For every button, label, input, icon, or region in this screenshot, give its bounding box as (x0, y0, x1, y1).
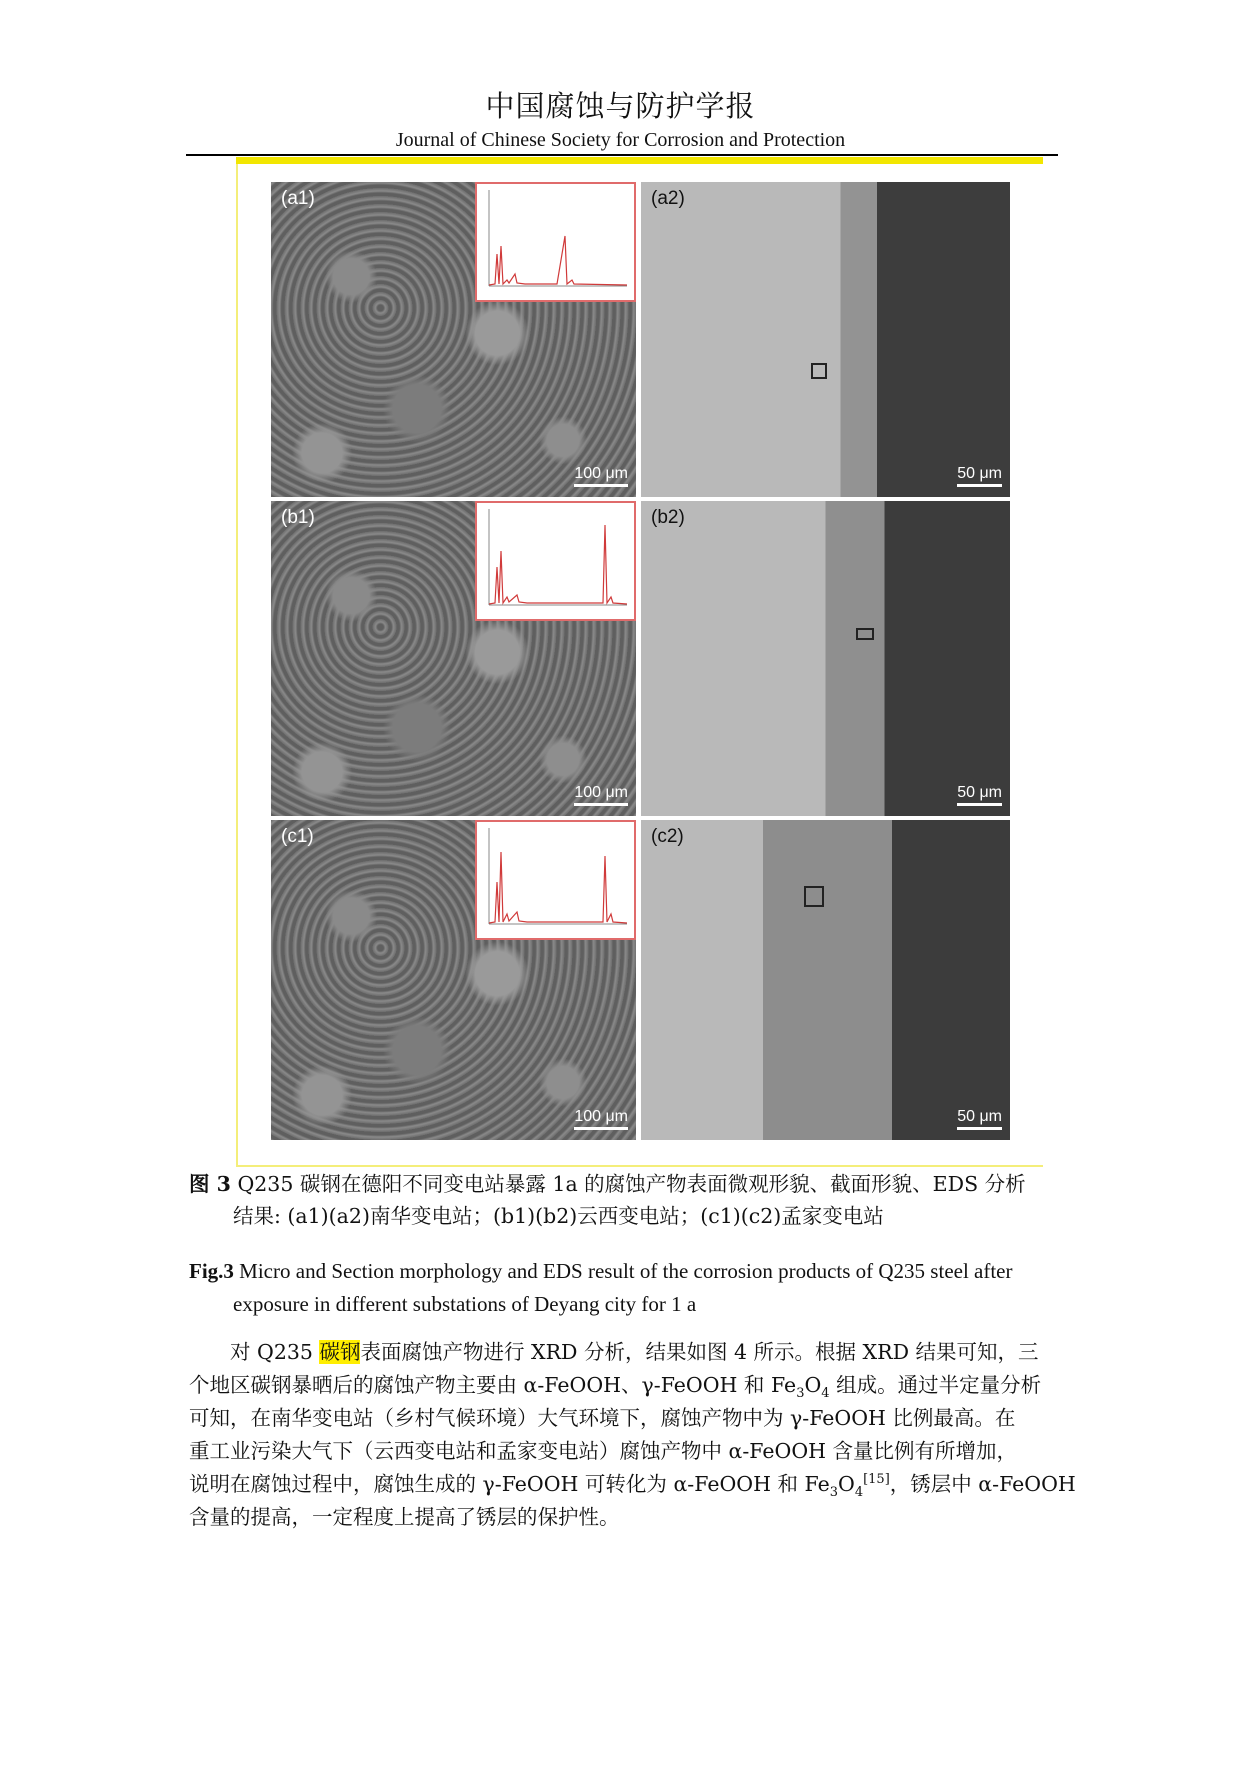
figure-frame-bottom (236, 1165, 1043, 1167)
panel-b1 (271, 501, 636, 816)
eds-spectrum-inset (475, 820, 636, 940)
scale-bar: 100 μm (574, 465, 628, 487)
highlighted-term: 碳钢 (319, 1340, 361, 1364)
scale-bar: 50 μm (957, 784, 1002, 806)
caption-text: 结果: (a1)(a2)南华变电站；(b1)(b2)云西变电站；(c1)(c2)孟家变电站 (233, 1204, 884, 1228)
figure-caption-en (189, 1255, 1055, 1321)
caption-text: Micro and Section morphology and EDS result of the corrosion products of Q235 steel after (239, 1259, 1013, 1283)
panel-label: (b2) (651, 507, 685, 528)
panel-a1 (271, 182, 636, 497)
figure-caption-cn (189, 1168, 1055, 1232)
panel-b2 (641, 501, 1010, 816)
scale-bar: 100 μm (574, 1108, 628, 1130)
panel-label: (c1) (281, 826, 314, 847)
panel-label: (c2) (651, 826, 684, 847)
panel-label: (a1) (281, 188, 315, 209)
text: ，锈层中 α-FeOOH (889, 1472, 1076, 1496)
caption-number: 图 3 (189, 1172, 231, 1196)
panel-label: (b1) (281, 507, 315, 528)
panel-c2 (641, 820, 1010, 1140)
scale-bar: 50 μm (957, 465, 1002, 487)
text: 组成。通过半定量分析 (829, 1373, 1042, 1397)
text: 表面腐蚀产物进行 XRD 分析，结果如图 4 所示。根据 XRD 结果可知，三 (360, 1340, 1039, 1364)
text: O (838, 1472, 855, 1496)
analysis-region-box (856, 628, 874, 640)
text: 个地区碳钢暴晒后的腐蚀产物主要由 α-FeOOH、γ-FeOOH 和 Fe (189, 1373, 797, 1397)
eds-spectrum-inset (475, 501, 636, 621)
citation[interactable]: [15] (863, 1472, 890, 1488)
caption-number: Fig.3 (189, 1259, 234, 1283)
panel-c1 (271, 820, 636, 1140)
scale-bar: 50 μm (957, 1108, 1002, 1130)
body-paragraph (189, 1336, 1076, 1534)
text-line: 重工业污染大气下（云西变电站和孟家变电站）腐蚀产物中 α-FeOOH 含量比例有所增加， (189, 1439, 1018, 1463)
analysis-region-box (804, 886, 824, 907)
eds-spectrum-inset (475, 182, 636, 302)
panel-a2 (641, 182, 1010, 497)
text: O (804, 1373, 822, 1397)
subscript: 3 (829, 1485, 838, 1501)
header-highlight-bar (236, 157, 1043, 164)
subscript: 4 (854, 1485, 864, 1501)
subscript: 3 (796, 1386, 805, 1402)
text-line: 含量的提高，一定程度上提高了锈层的保护性。 (189, 1505, 620, 1529)
figure-frame-left (236, 164, 238, 1166)
text: 说明在腐蚀过程中，腐蚀生成的 γ-FeOOH 可转化为 α-FeOOH 和 Fe (189, 1472, 830, 1496)
caption-text: Q235 碳钢在德阳不同变电站暴露 1a 的腐蚀产物表面微观形貌、截面形貌、EDS 分析 (237, 1172, 1026, 1196)
figure-3 (271, 182, 1010, 1140)
scale-bar: 100 μm (574, 784, 628, 806)
caption-text: exposure in different substations of Deyang city for 1 a (233, 1292, 697, 1316)
text: 对 Q235 (230, 1340, 320, 1364)
header-rule (186, 154, 1058, 156)
panel-label: (a2) (651, 188, 685, 209)
journal-title-en: Journal of Chinese Society for Corrosion and Protection (395, 129, 846, 151)
journal-title-cn: 中国腐蚀与防护学报 (485, 89, 756, 123)
analysis-region-box (811, 363, 827, 379)
text-line: 可知，在南华变电站（乡村气候环境）大气环境下，腐蚀产物中为 γ-FeOOH 比例最高。在 (189, 1406, 1016, 1430)
subscript: 4 (821, 1386, 830, 1402)
